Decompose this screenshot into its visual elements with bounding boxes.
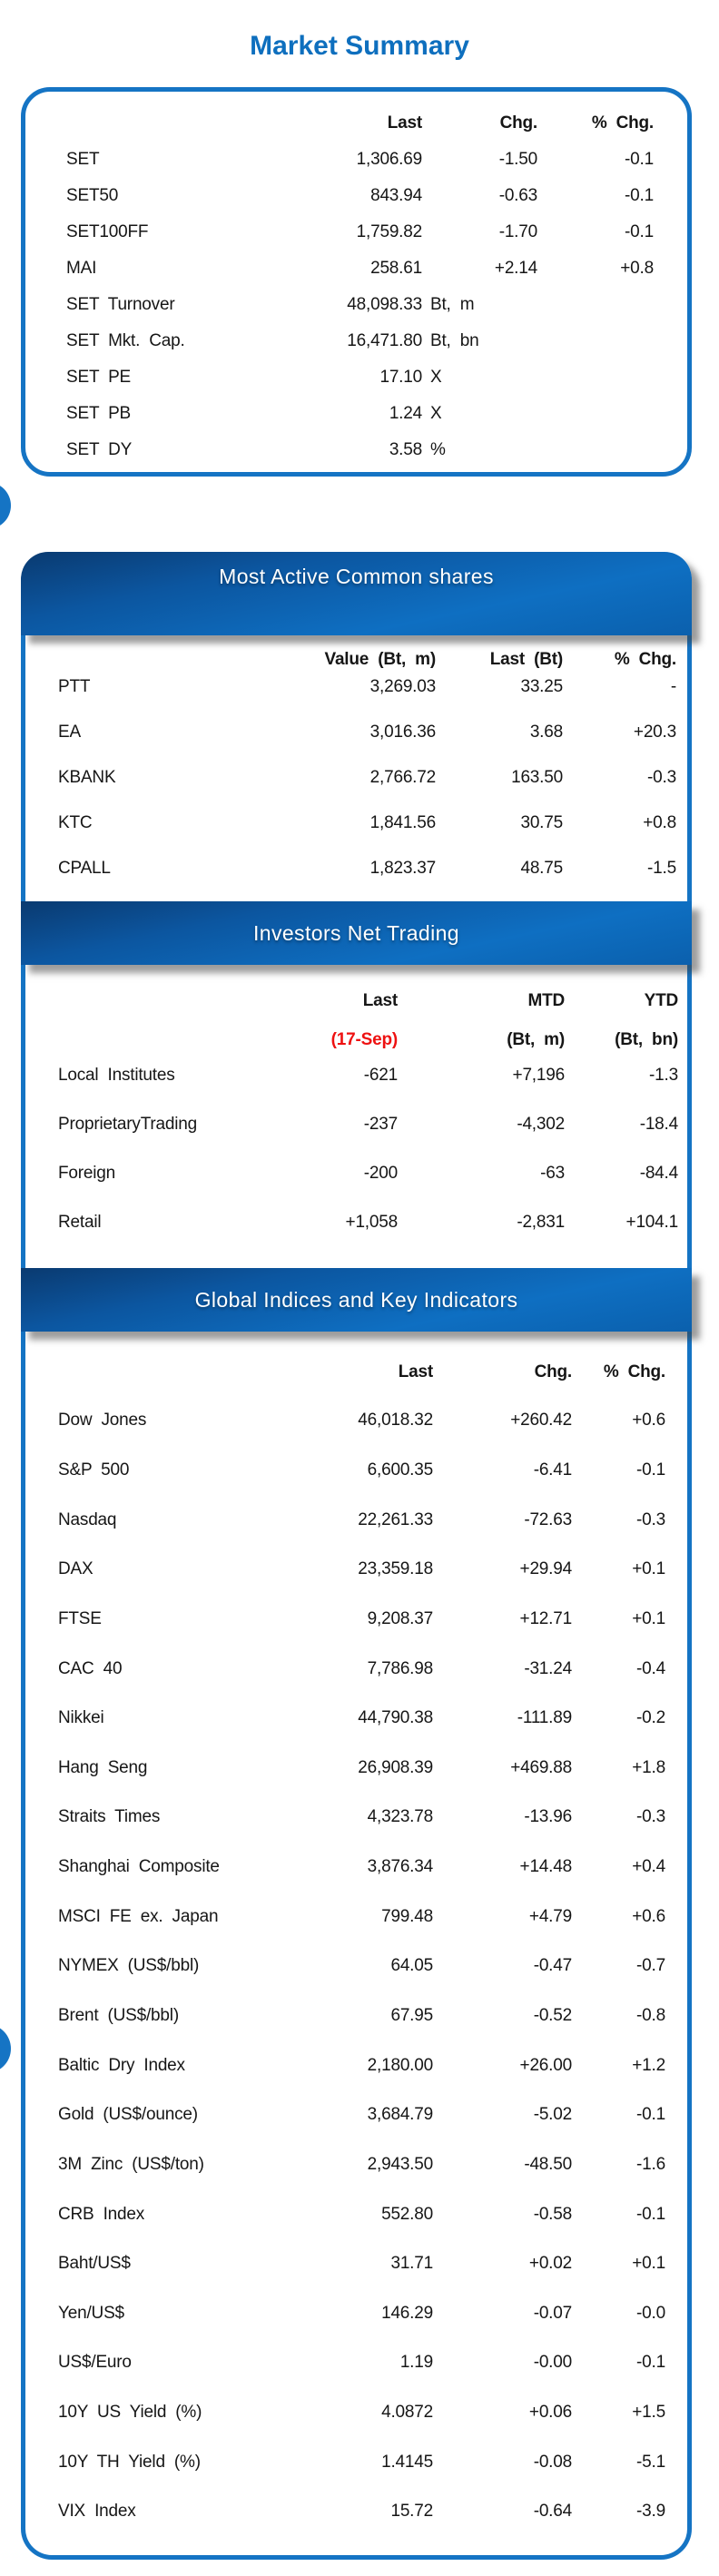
table-row (25, 1595, 687, 1645)
row-value: -0.3 (636, 1807, 665, 1827)
row-value: +20.3 (633, 723, 676, 742)
table-row (25, 1843, 687, 1893)
most-active-rows (25, 664, 687, 891)
table-row (25, 432, 687, 468)
row-value: -0.07 (533, 2303, 572, 2323)
row-value: 30.75 (520, 813, 563, 832)
row-value: 3,876.34 (367, 1857, 433, 1877)
row-value: 1.24 (389, 404, 422, 423)
table-header-row (25, 105, 687, 142)
table-row (25, 396, 687, 432)
table-row (25, 142, 687, 178)
row-value: -2,831 (517, 1213, 565, 1232)
row-value: -18.4 (639, 1115, 678, 1134)
row-value: 1.19 (399, 2353, 433, 2373)
row-label: SET DY (66, 440, 133, 459)
table-row (25, 1495, 687, 1545)
table-row (25, 1198, 687, 1247)
row-value: 48,098.33 (347, 295, 422, 314)
row-value: 1,306.69 (356, 150, 422, 169)
row-value: +0.4 (632, 1857, 665, 1877)
trading-date: (17-Sep) (330, 1030, 398, 1049)
table-row (25, 846, 687, 891)
row-value: 1,841.56 (369, 813, 436, 832)
table-row (25, 1644, 687, 1694)
row-label: 3M Zinc (US$/ton) (58, 2154, 204, 2174)
row-value: 258.61 (370, 259, 422, 278)
row-value: +1.2 (632, 2055, 665, 2075)
table-row (25, 1793, 687, 1843)
most-active-table (21, 635, 692, 901)
row-label: Nikkei (58, 1708, 104, 1728)
table-row (25, 2189, 687, 2239)
table-row (25, 2388, 687, 2438)
column-header-pchg: % Chg. (603, 1362, 665, 1381)
row-label: Baltic Dry Index (58, 2055, 185, 2075)
row-value: -48.50 (524, 2154, 572, 2174)
row-label: MSCI FE ex. Japan (58, 1906, 219, 1926)
table-row (25, 801, 687, 846)
row-value: +104.1 (625, 1213, 678, 1232)
row-value: -63 (540, 1164, 565, 1183)
column-subheader-mtd-unit: (Bt, m) (507, 1030, 565, 1049)
global-indices-rows (25, 1396, 687, 2537)
row-label: VIX Index (58, 2502, 136, 2522)
table-row (25, 359, 687, 396)
table-row (25, 178, 687, 214)
row-value: 23,359.18 (358, 1559, 433, 1579)
row-value: 9,208.37 (367, 1608, 433, 1628)
row-value: -0.52 (533, 2006, 572, 2025)
row-value: 1.4145 (381, 2452, 433, 2472)
table-row (25, 2140, 687, 2190)
row-value: +469.88 (510, 1757, 572, 1777)
row-label: MAI (66, 259, 97, 278)
row-value: 31.71 (390, 2254, 433, 2274)
table-row (25, 1100, 687, 1149)
table-row (25, 1545, 687, 1595)
table-row (25, 2239, 687, 2289)
row-label: ProprietaryTrading (58, 1115, 198, 1134)
row-label: SET (66, 150, 100, 169)
table-row (25, 2040, 687, 2090)
row-value: -1.70 (498, 222, 537, 241)
row-value: 33.25 (520, 677, 563, 696)
global-indices-table (21, 1332, 692, 2560)
table-row (25, 2090, 687, 2140)
row-value: -0.2 (636, 1708, 665, 1728)
column-header-mtd: MTD (527, 991, 565, 1010)
row-value: -4,302 (517, 1115, 565, 1134)
row-value: +0.8 (620, 259, 654, 278)
row-label: Straits Times (58, 1807, 161, 1827)
row-label: SET50 (66, 186, 119, 205)
row-value: -0.00 (533, 2353, 572, 2373)
table-row (25, 2487, 687, 2537)
row-value: +0.6 (632, 1906, 665, 1926)
row-value: -6.41 (533, 1460, 572, 1480)
table-row (25, 1892, 687, 1942)
row-value: +7,196 (512, 1066, 565, 1085)
row-label: Gold (US$/ounce) (58, 2105, 198, 2125)
row-value: 2,943.50 (367, 2154, 433, 2174)
row-label: KBANK (58, 768, 116, 787)
row-value: 2,180.00 (367, 2055, 433, 2075)
section-title: Most Active Common shares (219, 565, 494, 588)
table-row (25, 2289, 687, 2339)
row-value: -0.3 (647, 768, 676, 787)
row-value: 552.80 (381, 2204, 433, 2224)
row-value: +1.5 (632, 2403, 665, 2423)
row-value: +0.1 (632, 2254, 665, 2274)
row-label: SET PB (66, 404, 132, 423)
row-label: US$/Euro (58, 2353, 132, 2373)
row-value: +4.79 (528, 1906, 572, 1926)
row-value: +14.48 (519, 1857, 572, 1877)
row-value: 799.48 (381, 1906, 433, 1926)
row-value: +0.1 (632, 1559, 665, 1579)
row-value: 3.58 (389, 440, 422, 459)
column-header-pchg: % Chg. (591, 113, 654, 133)
column-header-last: Last (398, 1362, 433, 1381)
row-value: +260.42 (510, 1411, 572, 1431)
row-value: 4.0872 (381, 2403, 433, 2423)
row-value: 1,759.82 (356, 222, 422, 241)
row-value: -111.89 (517, 1708, 572, 1728)
row-label: Brent (US$/bbl) (58, 2006, 179, 2025)
row-label: Hang Seng (58, 1757, 148, 1777)
table-row (25, 1942, 687, 1991)
column-header-ytd: YTD (644, 991, 678, 1010)
row-value: -84.4 (639, 1164, 678, 1183)
table-row (25, 1446, 687, 1496)
row-label: PTT (58, 677, 91, 696)
row-value: -237 (363, 1115, 398, 1134)
row-value: -0.1 (625, 150, 654, 169)
table-row (25, 2338, 687, 2388)
row-label: CRB Index (58, 2204, 145, 2224)
investors-rows (25, 1051, 687, 1247)
row-value: -72.63 (524, 1509, 572, 1529)
row-value: 15.72 (390, 2502, 433, 2522)
table-row (25, 664, 687, 710)
row-value: -0.63 (498, 186, 537, 205)
row-value: 2,766.72 (369, 768, 436, 787)
row-label: FTSE (58, 1608, 102, 1628)
row-value: Bt, bn (430, 331, 479, 350)
row-value: 44,790.38 (358, 1708, 433, 1728)
row-value: 3,269.03 (369, 677, 436, 696)
set-summary-table (25, 142, 687, 468)
row-value: 48.75 (520, 859, 563, 878)
row-value: X (430, 368, 442, 387)
page-title: Market Summary (250, 31, 469, 61)
row-value: 1,823.37 (369, 859, 436, 878)
row-value: +1.8 (632, 1757, 665, 1777)
table-row (25, 1051, 687, 1100)
row-value: 163.50 (511, 768, 563, 787)
row-label: DAX (58, 1559, 94, 1579)
row-label: Baht/US$ (58, 2254, 131, 2274)
set-market-summary-card (21, 87, 692, 477)
row-value: 4,323.78 (367, 1807, 433, 1827)
table-row (25, 710, 687, 755)
row-value: 22,261.33 (358, 1509, 433, 1529)
row-value: -0.47 (533, 1956, 572, 1976)
row-value: -0.0 (636, 2303, 665, 2323)
table-header-row (25, 1362, 687, 1383)
table-row (25, 323, 687, 359)
row-value: -1.5 (647, 859, 676, 878)
row-value: 67.95 (390, 2006, 433, 2025)
row-label: 10Y TH Yield (%) (58, 2452, 201, 2472)
row-value: 3,016.36 (369, 723, 436, 742)
section-title: Global Indices and Key Indicators (194, 1287, 518, 1312)
row-value: -0.4 (636, 1658, 665, 1678)
column-subheader-ytd-unit: (Bt, bn) (615, 1030, 678, 1049)
row-value: -1.6 (636, 2154, 665, 2174)
row-value: -1.3 (649, 1066, 678, 1085)
row-value: -0.1 (636, 2105, 665, 2125)
section-header-global-indices (21, 1268, 692, 1332)
table-row (25, 755, 687, 801)
row-value: -621 (363, 1066, 398, 1085)
table-row (25, 2437, 687, 2487)
row-value: 46,018.32 (358, 1411, 433, 1431)
row-value: +0.1 (632, 1608, 665, 1628)
column-header-last: Last (Bt) (489, 650, 563, 669)
table-subheader-row (25, 1029, 687, 1051)
row-value: -0.8 (636, 2006, 665, 2025)
row-value: -0.1 (625, 186, 654, 205)
row-value: -5.02 (533, 2105, 572, 2125)
row-value: +29.94 (519, 1559, 572, 1579)
row-value: -0.1 (636, 2353, 665, 2373)
row-value: 17.10 (379, 368, 422, 387)
row-value: -31.24 (524, 1658, 572, 1678)
decorative-circle-icon (0, 2024, 11, 2073)
column-header-last: Last (387, 113, 422, 133)
column-header-pchg: % Chg. (614, 650, 676, 669)
column-header-value: Value (Bt, m) (324, 650, 436, 669)
row-value: +0.8 (643, 813, 676, 832)
row-label: Yen/US$ (58, 2303, 124, 2323)
row-value: -13.96 (524, 1807, 572, 1827)
row-value: +2.14 (494, 259, 537, 278)
row-value: 7,786.98 (367, 1658, 433, 1678)
decorative-circle-icon (0, 482, 11, 529)
row-value: -0.1 (636, 2204, 665, 2224)
row-value: -0.58 (533, 2204, 572, 2224)
row-value: +0.06 (528, 2403, 572, 2423)
column-header-last: Last (362, 991, 398, 1010)
row-label: Foreign (58, 1164, 116, 1183)
row-value: +26.00 (519, 2055, 572, 2075)
row-value: -3.9 (636, 2502, 665, 2522)
section-header-investors (21, 901, 692, 965)
column-header-chg: Chg. (534, 1362, 572, 1381)
row-label: NYMEX (US$/bbl) (58, 1956, 200, 1976)
row-value: 6,600.35 (367, 1460, 433, 1480)
row-value: +0.02 (528, 2254, 572, 2274)
table-row (25, 287, 687, 323)
row-label: Nasdaq (58, 1509, 117, 1529)
row-value: -5.1 (636, 2452, 665, 2472)
row-value: 64.05 (390, 1956, 433, 1976)
row-label: SET Turnover (66, 295, 175, 314)
row-value: 3,684.79 (367, 2105, 433, 2125)
row-value: 26,908.39 (358, 1757, 433, 1777)
row-label: S&P 500 (58, 1460, 130, 1480)
table-row (25, 1694, 687, 1744)
row-value: -0.08 (533, 2452, 572, 2472)
row-value: X (430, 404, 442, 423)
row-label: CPALL (58, 859, 111, 878)
table-row (25, 1149, 687, 1198)
row-value: % (430, 440, 446, 459)
row-value: 146.29 (381, 2303, 433, 2323)
section-title: Investors Net Trading (252, 920, 459, 945)
row-label: 10Y US Yield (%) (58, 2403, 202, 2423)
row-value: -0.7 (636, 1956, 665, 1976)
row-label: CAC 40 (58, 1658, 123, 1678)
row-label: Dow Jones (58, 1411, 147, 1431)
row-label: SET100FF (66, 222, 149, 241)
row-label: Shanghai Composite (58, 1857, 220, 1877)
row-label: Retail (58, 1213, 102, 1232)
row-value: Bt, m (430, 295, 475, 314)
row-value: -0.1 (625, 222, 654, 241)
row-value: +12.71 (519, 1608, 572, 1628)
table-header-row (25, 990, 687, 1012)
row-value: -0.3 (636, 1509, 665, 1529)
row-value: -200 (363, 1164, 398, 1183)
row-value: -0.64 (533, 2502, 572, 2522)
column-header-chg: Chg. (499, 113, 537, 133)
row-value: 3.68 (529, 723, 563, 742)
row-label: Local Institutes (58, 1066, 175, 1085)
row-label: SET PE (66, 368, 132, 387)
table-row (25, 1743, 687, 1793)
row-value: - (670, 677, 676, 696)
row-value: 843.94 (370, 186, 422, 205)
table-row (25, 251, 687, 287)
row-label: KTC (58, 813, 93, 832)
row-value: 16,471.80 (347, 331, 422, 350)
row-value: -0.1 (636, 1460, 665, 1480)
table-row (25, 1396, 687, 1446)
table-row (25, 1991, 687, 2041)
section-header-most-active (21, 552, 692, 635)
row-value: -1.50 (498, 150, 537, 169)
row-value: +0.6 (632, 1411, 665, 1431)
row-label: EA (58, 723, 81, 742)
row-label: SET Mkt. Cap. (66, 331, 185, 350)
table-row (25, 214, 687, 251)
investors-net-trading-table (21, 965, 692, 1268)
row-value: +1,058 (345, 1213, 398, 1232)
market-data-panel (21, 552, 692, 2560)
